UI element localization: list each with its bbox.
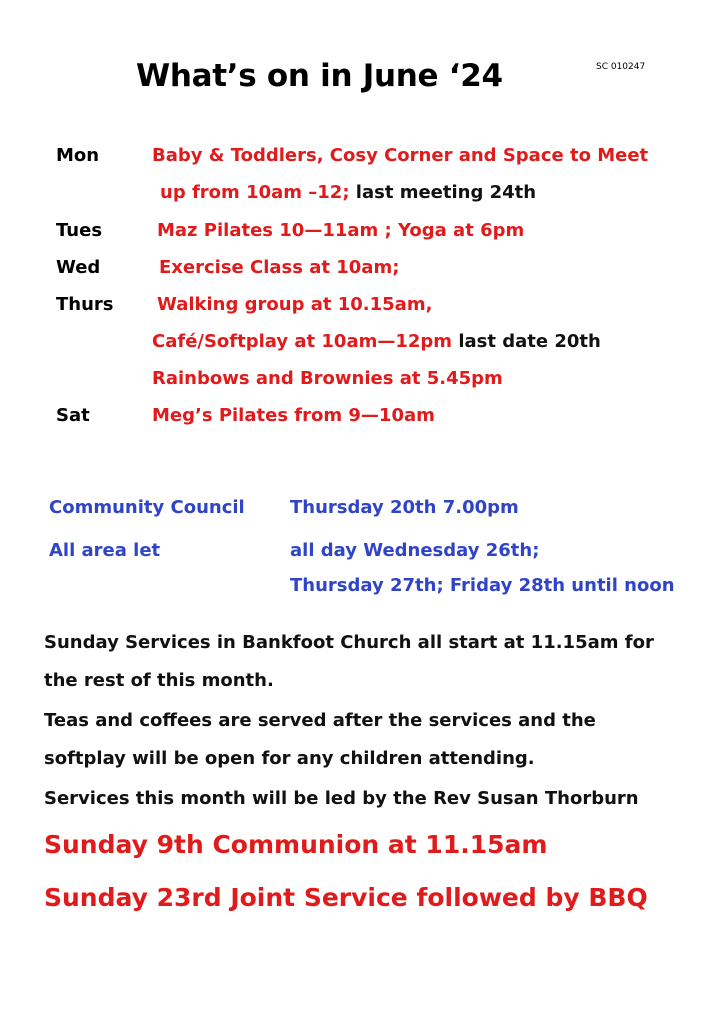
services-paragraph-2: Teas and coffees are served after the services and the softplay will be open for any children attending. (44, 710, 596, 769)
community-council-label: Community Council (49, 497, 245, 518)
monday-last-meeting: last meeting 24th (349, 182, 537, 203)
thursday-activity-line1: Walking group at 10.15am, (157, 294, 433, 315)
monday-activity-line2 (160, 182, 536, 203)
tuesday-activity: Maz Pilates 10—11am ; Yoga at 6pm (157, 220, 525, 241)
services-paragraph-1: Sunday Services in Bankfoot Church all start at 11.15am for the rest of this month. (44, 632, 654, 691)
day-saturday: Sat (56, 405, 90, 426)
sunday-9th-communion: Sunday 9th Communion at 11.15am (44, 830, 548, 859)
day-wednesday: Wed (56, 257, 101, 278)
day-monday: Mon (56, 145, 100, 166)
thursday-activity-line3: Rainbows and Brownies at 5.45pm (152, 368, 503, 389)
monday-activity-line1: Baby & Toddlers, Cosy Corner and Space to Meet (152, 145, 649, 166)
thursday-activity-line2 (152, 331, 601, 352)
thursday-cafe-softplay: Café/Softplay at 10am—12pm (152, 331, 453, 352)
community-council-time: Thursday 20th 7.00pm (290, 497, 519, 518)
area-let-line2: Thursday 27th; Friday 28th until noon (290, 575, 675, 596)
sunday-23rd-joint-service: Sunday 23rd Joint Service followed by BBQ (44, 883, 648, 912)
wednesday-activity: Exercise Class at 10am; (159, 257, 400, 278)
page-title: What’s on in June ‘24 (136, 58, 503, 94)
monday-activity-time: up from 10am –12; (160, 182, 350, 203)
day-tuesday: Tues (56, 220, 103, 241)
saturday-activity: Meg’s Pilates from 9—10am (152, 405, 435, 426)
thursday-last-date: last date 20th (452, 331, 601, 352)
area-let-line1: all day Wednesday 26th; (290, 540, 540, 561)
reference-number: SC 010247 (596, 62, 646, 72)
area-let-label: All area let (49, 540, 161, 561)
day-thursday: Thurs (56, 294, 114, 315)
services-paragraph-3: Services this month will be led by the Rev Susan Thorburn (44, 788, 639, 809)
